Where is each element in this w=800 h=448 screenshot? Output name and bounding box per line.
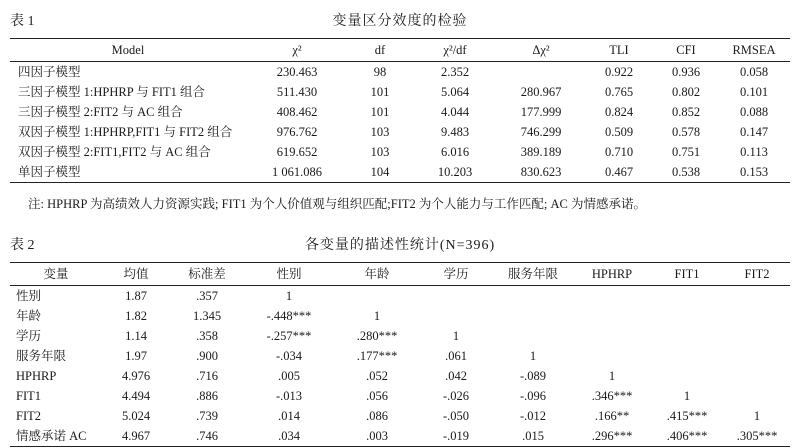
table-cell: 2.352: [440, 65, 470, 79]
table-cell: [498, 62, 584, 83]
table-cell: 230.463: [276, 65, 318, 79]
table1-header-cell: Model: [111, 43, 145, 57]
table-cell: 0.538: [671, 165, 701, 179]
table-cell: .406***: [666, 429, 708, 443]
table-cell: 9.483: [440, 125, 470, 139]
table-cell: [724, 346, 790, 366]
table-cell: .086: [366, 409, 388, 423]
table1-header-cell: χ²/df: [443, 43, 467, 57]
table-cell: [492, 326, 574, 346]
table2-header-cell: 学历: [443, 267, 469, 281]
table-row: [10, 62, 790, 83]
table-row: [10, 122, 790, 142]
table-cell: [650, 326, 724, 346]
table-cell: .716: [196, 369, 218, 383]
table-cell: 830.623: [520, 165, 562, 179]
table-cell: 98: [373, 65, 387, 79]
table-cell: .056: [366, 389, 388, 403]
table-cell: 0.113: [740, 145, 768, 159]
table1-header-cell: χ²: [292, 43, 302, 57]
table-cell: .042: [445, 369, 467, 383]
table-cell: 0.852: [671, 105, 701, 119]
table-cell: 1: [285, 289, 293, 303]
table-cell: .177***: [356, 349, 398, 363]
table-cell: .061: [445, 349, 467, 363]
table-cell: 0.088: [739, 105, 769, 119]
row-label: HPHRP: [16, 369, 57, 383]
table-cell: .886: [196, 389, 218, 403]
table1-body: [10, 62, 790, 183]
table2-label: 表 2: [10, 238, 35, 253]
row-label: 性别: [16, 289, 42, 303]
table-cell: 0.509: [604, 125, 634, 139]
table-row: [10, 306, 790, 326]
table1-header-cell: Δχ²: [532, 43, 550, 57]
table-cell: .305***: [736, 429, 778, 443]
table-cell: 0.710: [604, 145, 634, 159]
table-cell: 389.189: [520, 145, 562, 159]
table1-label: 表 1: [10, 14, 35, 29]
table2-header-cell: 年龄: [364, 267, 390, 281]
row-label: 情感承诺 AC: [16, 429, 87, 443]
table-cell: -.257***: [266, 329, 312, 343]
table-cell: .358: [196, 329, 218, 343]
table1-header-row: [10, 39, 790, 62]
table-cell: 1: [452, 329, 460, 343]
table-cell: [492, 306, 574, 326]
table-cell: 4.976: [121, 369, 151, 383]
table-cell: -.448***: [266, 309, 312, 323]
table-cell: .415***: [666, 409, 708, 423]
table-cell: .357: [196, 289, 218, 303]
table1-note: 注: HPHRP 为高绩效人力资源实践; FIT1 为个人价值观与组织匹配;FIT2 为个人能力与工作匹配; AC 为情感承诺。: [28, 197, 646, 211]
table-cell: 177.999: [520, 105, 562, 119]
table-cell: 1.14: [125, 329, 147, 343]
table-cell: 103: [370, 125, 390, 139]
table-row: [10, 366, 790, 386]
table-cell: .003: [366, 429, 388, 443]
table-cell: 0.751: [671, 145, 701, 159]
table-cell: 5.024: [121, 409, 151, 423]
table2-header-cell: HPHRP: [591, 267, 633, 281]
row-label: 双因子模型 2:FIT1,FIT2 与 AC 组合: [18, 145, 211, 159]
row-label: 三因子模型 1:HPHRP 与 FIT1 组合: [18, 85, 206, 99]
table-cell: 4.967: [121, 429, 151, 443]
table-cell: .034: [278, 429, 300, 443]
table-cell: 0.922: [604, 65, 634, 79]
table-cell: .739: [196, 409, 218, 423]
table1-header-cell: RMSEA: [732, 43, 776, 57]
row-label: FIT2: [16, 409, 41, 423]
table-cell: [574, 306, 650, 326]
table-row: [10, 162, 790, 183]
table-cell: 408.462: [276, 105, 318, 119]
table1-caption: [0, 10, 800, 30]
table2-header-cell: 均值: [123, 267, 149, 281]
table-cell: 1.82: [125, 309, 147, 323]
table-cell: 4.044: [440, 105, 470, 119]
table1: [10, 38, 790, 183]
table-cell: 511.430: [276, 85, 318, 99]
table-cell: -.026: [442, 389, 470, 403]
table-cell: 103: [370, 145, 390, 159]
table-cell: 1: [753, 409, 761, 423]
table-cell: 1.97: [125, 349, 147, 363]
row-label: 学历: [16, 329, 42, 343]
table-cell: [574, 326, 650, 346]
table-cell: 4.494: [121, 389, 151, 403]
row-label: 单因子模型: [18, 165, 81, 179]
table-row: [10, 142, 790, 162]
table-cell: 1: [529, 349, 537, 363]
table-cell: .052: [366, 369, 388, 383]
table-row: [10, 82, 790, 102]
table-cell: 280.967: [520, 85, 562, 99]
table-cell: 976.762: [276, 125, 318, 139]
table2-header-cell: FIT1: [674, 267, 700, 281]
table-cell: 0.153: [739, 165, 769, 179]
table-cell: 1: [683, 389, 691, 403]
table-cell: 101: [370, 85, 390, 99]
table-cell: .296***: [591, 429, 633, 443]
table-cell: -.013: [275, 389, 303, 403]
table-cell: [420, 286, 492, 307]
table-cell: -.096: [519, 389, 547, 403]
table-cell: 0.578: [671, 125, 701, 139]
table1-header-cell: CFI: [676, 43, 696, 57]
table-cell: -.034: [275, 349, 303, 363]
table-cell: 0.101: [739, 85, 769, 99]
table-cell: 104: [370, 165, 390, 179]
table-cell: [724, 306, 790, 326]
table-cell: [574, 346, 650, 366]
table-cell: 1.87: [125, 289, 147, 303]
table-cell: .014: [278, 409, 300, 423]
row-label: 年龄: [16, 309, 42, 323]
table-cell: 0.467: [604, 165, 634, 179]
table-cell: 0.765: [604, 85, 634, 99]
row-label: FIT1: [16, 389, 41, 403]
table1-header-cell: TLI: [609, 43, 629, 57]
table-cell: .900: [196, 349, 218, 363]
table-cell: .346***: [591, 389, 633, 403]
table1-header-cell: df: [374, 43, 386, 57]
table-cell: 1 061.086: [272, 165, 322, 179]
table-cell: 0.936: [671, 65, 701, 79]
table-cell: [574, 286, 650, 307]
table-row: [10, 326, 790, 346]
table-cell: [650, 306, 724, 326]
table-cell: 619.652: [276, 145, 318, 159]
table-cell: [724, 326, 790, 346]
table2-caption: [0, 234, 800, 254]
table-cell: 5.064: [440, 85, 470, 99]
table-cell: 0.147: [739, 125, 769, 139]
table-cell: .280***: [356, 329, 398, 343]
table-cell: [334, 286, 420, 307]
table-cell: [650, 366, 724, 386]
table-cell: 10.203: [437, 165, 473, 179]
table2-header-cell: 变量: [43, 267, 69, 281]
table-cell: 746.299: [520, 125, 562, 139]
table-cell: .746: [196, 429, 218, 443]
table-cell: [724, 366, 790, 386]
row-label: 三因子模型 2:FIT2 与 AC 组合: [18, 105, 183, 119]
table-cell: 0.824: [604, 105, 634, 119]
table2-header-cell: FIT2: [744, 267, 770, 281]
row-label: 双因子模型 1:HPHRP,FIT1 与 FIT2 组合: [18, 125, 233, 139]
table2-header-row: [10, 263, 790, 286]
row-label: 服务年限: [16, 349, 67, 363]
table-cell: .005: [278, 369, 300, 383]
table-row: [10, 386, 790, 406]
table-cell: [420, 306, 492, 326]
table-row: [10, 346, 790, 366]
table-row: [10, 102, 790, 122]
table-cell: 101: [370, 105, 390, 119]
table1-title: 变量区分效度的检验: [332, 14, 468, 29]
row-label: 四因子模型: [18, 65, 81, 79]
table-cell: -.050: [442, 409, 470, 423]
table-cell: [492, 286, 574, 307]
table-row: [10, 406, 790, 426]
table-row: [10, 426, 790, 447]
table2-body: [10, 286, 790, 447]
table-cell: 1.345: [192, 309, 222, 323]
table2-header-cell: 服务年限: [507, 267, 558, 281]
table-cell: [724, 386, 790, 406]
table-cell: [650, 346, 724, 366]
table2-title: 各变量的描述性统计(N=396): [304, 238, 496, 253]
table-cell: [650, 286, 724, 307]
table-cell: 1: [373, 309, 381, 323]
table-cell: -.012: [519, 409, 547, 423]
table-cell: [724, 286, 790, 307]
table-cell: 0.802: [671, 85, 701, 99]
table-cell: 1: [608, 369, 616, 383]
table-cell: .015: [522, 429, 544, 443]
table-cell: -.089: [519, 369, 547, 383]
table2-header-cell: 标准差: [188, 267, 226, 281]
table-cell: -.019: [442, 429, 470, 443]
table2-header-cell: 性别: [276, 267, 302, 281]
table-cell: 0.058: [739, 65, 769, 79]
table-cell: 6.016: [440, 145, 470, 159]
table-cell: .166**: [594, 409, 630, 423]
table-row: [10, 286, 790, 307]
table2: [10, 262, 790, 447]
